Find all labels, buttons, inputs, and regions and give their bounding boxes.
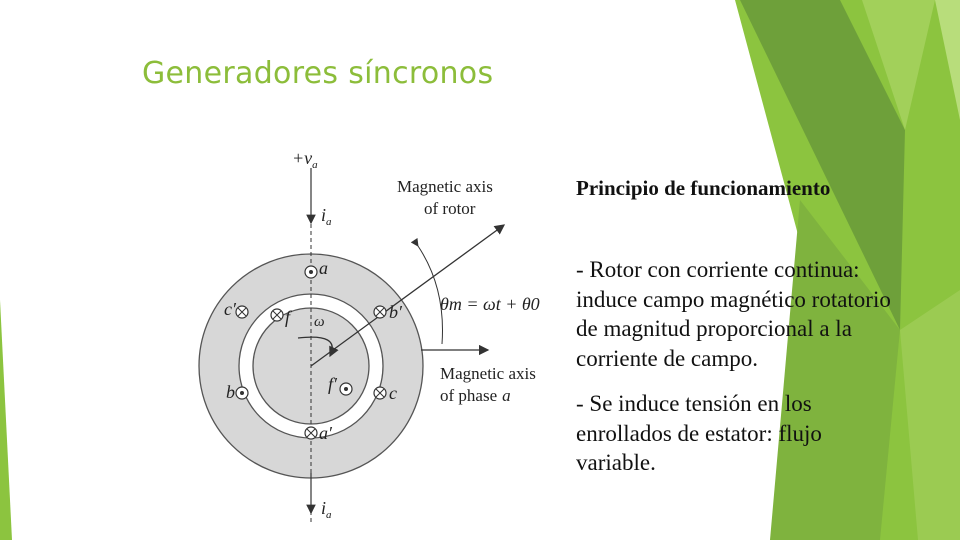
slide-title: Generadores síncronos (142, 56, 494, 91)
phase-axis-label-2: of phase (440, 386, 498, 405)
content-heading: Principio de funcionamiento (576, 176, 831, 200)
coil-f-prime-label: f′ (328, 374, 337, 394)
paragraph-rotor: - Rotor con corriente continua: induce campo magnético rotatorio de magnitud proporcional a la corriente de campo. (576, 257, 891, 371)
svg-text:ia: $i_a$ (321, 205, 332, 228)
rotor-axis-label-1: Magnetic axis (397, 177, 493, 196)
paragraph-stator: - Se induce tensión en los enrollados de estator: flujo variable. (576, 391, 822, 475)
content-textbox (576, 176, 906, 494)
omega-label: ω (314, 314, 325, 330)
coil-c-prime-label: c′ (224, 299, 236, 319)
svg-text:of phasea: of phase a (440, 386, 511, 405)
phase-axis-label-1: Magnetic axis (440, 364, 536, 383)
coil-b-label: b (226, 382, 235, 402)
current-top-label: i (321, 205, 327, 225)
rotor-axis-label-2: of rotor (424, 199, 476, 218)
coil-b-prime-label: b′ (389, 302, 402, 322)
angle-equation: θm = ωt + θ0 (440, 294, 540, 314)
coil-a-label: a (319, 258, 328, 278)
stator-voltage-label: +v (292, 148, 313, 168)
theta-arc (418, 246, 443, 344)
coil-a-prime-label: a′ (319, 423, 332, 443)
coil-c-label: c (389, 383, 397, 403)
coil-f-label: f (285, 307, 291, 327)
svg-text:ia: $i_a$ (321, 498, 332, 521)
svg-text:+va: $+v_a$ (292, 148, 318, 171)
current-bottom-label: i (321, 498, 327, 518)
